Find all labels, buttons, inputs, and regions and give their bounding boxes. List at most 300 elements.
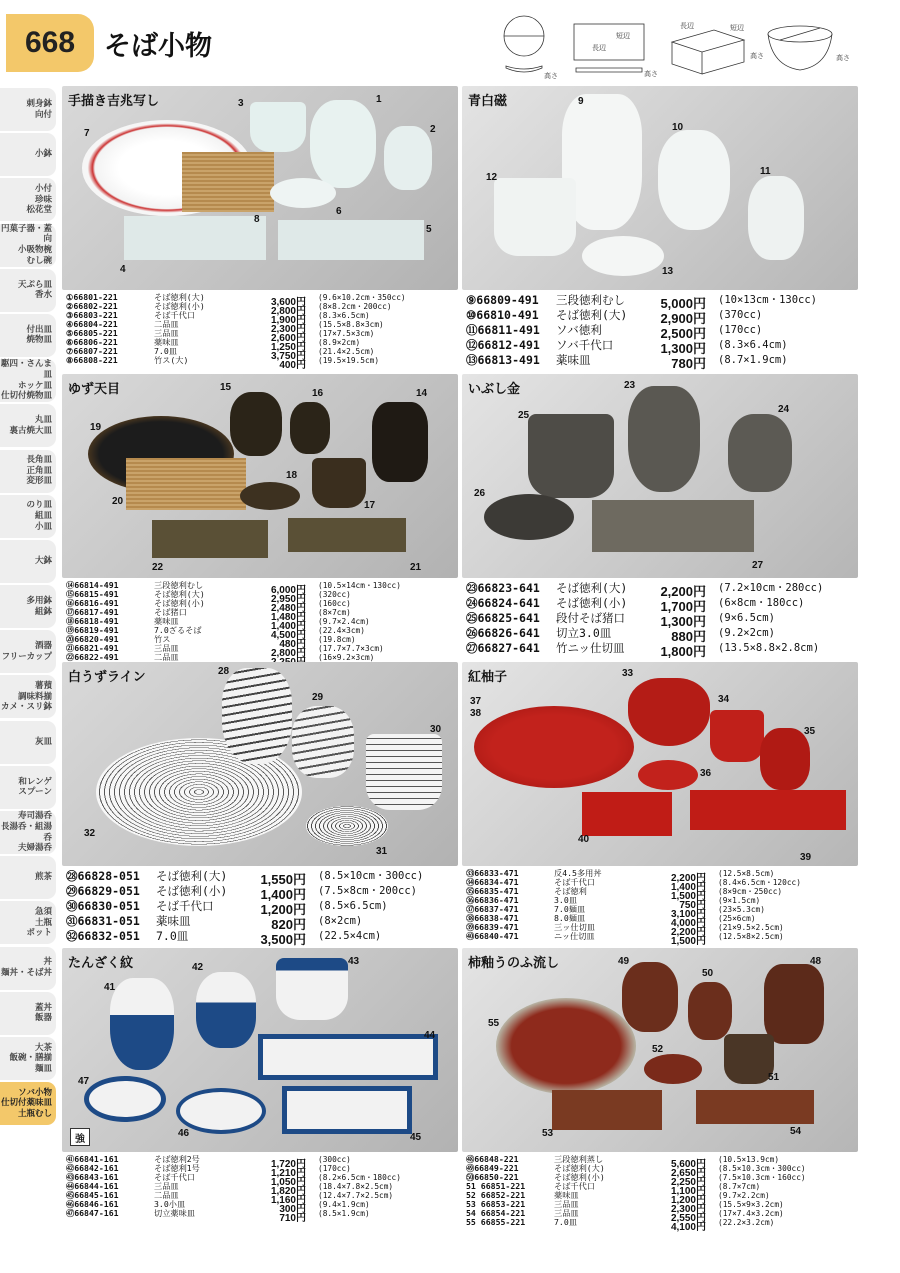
callout-number: 21 [410,562,422,573]
item-code: ㉙66829-051 [66,884,140,898]
sidebar-item-5[interactable]: 付出皿 焼物皿 [0,314,56,357]
item-code: ㊷66842-161 [66,1163,119,1173]
item-name: 三段徳利むし [154,580,204,590]
callout-number: 39 [800,852,812,863]
item-name: 7.0ざるそば [154,625,202,635]
item-price: 1,400円 [270,621,306,632]
item-code: ㊽66848-221 [466,1154,519,1164]
section-title: 青白磁 [468,94,508,109]
item-name: 3.0小皿 [154,1199,186,1209]
item-price: 3,750円 [270,351,306,362]
item-size: (23×5.3cm) [718,905,765,914]
divided-dish-image [592,500,754,552]
callout-number: 8 [254,214,260,225]
item-size: (160cc) [318,599,351,608]
item-code: ㉘66828-051 [66,869,140,883]
item-name: 竹ス [154,634,171,644]
item-code: ⑦66807-221 [66,346,118,356]
item-size: (8.2×6.5cm・180cc) [318,1173,401,1182]
sidebar-item-15[interactable]: 和レンゲ スプーン [0,766,56,809]
callout-number: 10 [672,122,684,133]
item-name: 7.0皿 [156,929,189,943]
item-size: (7.5×10.3cm・160cc) [718,1173,806,1182]
item-price: 1,400円 [260,887,306,902]
table-row [66,899,456,917]
item-name: 三品皿 [154,643,179,653]
item-size: (19.8cm) [318,635,356,644]
item-size: (12.5×8×2.5cm) [718,932,784,941]
table-row [66,929,456,947]
condiment-dish-image [582,236,664,276]
item-price: 5,600円 [670,1159,706,1170]
table-row [66,653,456,662]
callout-number: 16 [312,388,324,399]
item-price: 2,800円 [270,306,306,317]
divided-dish-image [552,1090,662,1130]
condiment-dish-image [306,806,388,846]
item-name: 8.0麺皿 [554,913,586,923]
tokkuri-image [310,100,376,188]
callout-number: 22 [152,562,164,573]
section-title: 白うずライン [68,670,146,685]
item-size: (22.4×3cm) [318,626,365,635]
callout-number: 42 [192,962,204,973]
section-title: いぶし金 [468,382,521,397]
section-title: 手描き吉兆写し [68,94,160,109]
item-size: (9.4×1.9cm) [318,1200,370,1209]
item-size: (8.7×1.9cm) [718,354,788,366]
table-row [466,293,856,311]
item-price: 1,900円 [270,315,306,326]
item-size: (22.2×3.2cm) [718,1218,775,1227]
item-code: ㊳66838-471 [466,913,519,923]
item-code: ㊻66846-161 [66,1199,119,1209]
condiment-dish-image [270,178,336,208]
item-code: ㉔66824-641 [466,596,540,610]
table-row [66,1208,456,1224]
item-name: 反4.5多用丼 [554,868,602,878]
sidebar-item-17[interactable]: 煎茶 [0,856,56,899]
item-code: ⑪66811-491 [466,323,540,337]
item-code: ㉛66831-051 [66,914,140,928]
callout-number: 29 [312,692,324,703]
item-name: そば徳利2号 [154,1154,200,1164]
item-size: (10.5×14cm・130cc) [318,581,401,590]
item-name: ソバ千代口 [556,338,614,352]
sidebar-item-11[interactable]: 多用鉢 組鉢 [0,585,56,628]
item-size: (8×9cm・250cc) [718,887,783,896]
price-table-6 [466,868,856,947]
item-code: ⑲66819-491 [66,625,119,635]
section-photo-6 [462,662,858,866]
item-code: ⑯66816-491 [66,598,119,608]
callout-number: 46 [178,1128,190,1139]
callout-number: 1 [376,94,382,105]
callout-number: 44 [424,1030,436,1041]
price-table-2 [466,293,856,371]
divided-dish-image [288,518,406,552]
sidebar-item-2[interactable]: 小付 珍味 松花堂 [0,178,56,221]
item-name: 三品皿 [554,1199,579,1209]
sidebar-item-8[interactable]: 長角皿 正角皿 変形皿 [0,450,56,493]
sidebar-item-21[interactable]: 大茶 飯碗・膳揃 麺皿 [0,1037,56,1080]
callout-number: 5 [426,224,432,235]
small-tokkuri-image [728,414,792,492]
price-table-3 [66,581,456,662]
section-photo-2 [462,86,858,290]
item-price: 2,300円 [670,1204,706,1215]
item-size: (16×9.2×3cm) [318,653,375,662]
small-tokkuri-image [196,972,256,1048]
item-price: 1,480円 [270,612,306,623]
item-price: 1,550円 [260,872,306,887]
callout-number: 14 [416,388,428,399]
item-size: (8.3×6.5cm) [318,311,370,320]
item-name: 竹ス(大) [154,355,189,365]
price-table-8 [466,1154,856,1233]
section-photo-5 [62,662,458,866]
item-code: ②66802-221 [66,301,118,311]
sidebar-item-19[interactable]: 丼 麺丼・そば丼 [0,947,56,990]
dim-label-short2: 短辺 [730,24,744,32]
item-name: そば徳利(小) [554,1172,605,1182]
choko-image [494,178,576,256]
item-price: 1,720円 [270,1159,306,1170]
item-size: (8.5×6.5cm) [318,900,388,912]
item-size: (10.5×13.9cm) [718,1155,780,1164]
table-row [466,931,856,947]
table-row [66,914,456,932]
item-code: ㉝66833-471 [466,868,519,878]
item-price: 1,160円 [270,1195,306,1206]
condiment-dish-image [484,494,574,540]
item-size: (8×8.2cm・200cc) [318,302,392,311]
callout-number: 2 [430,124,436,135]
callout-number: 41 [104,982,116,993]
item-name: そば徳利(小) [154,301,205,311]
item-code: ⑩66810-491 [466,308,539,322]
box-diagram-icon [672,30,744,74]
item-name: 三品皿 [154,1181,179,1191]
item-size: (15.5×9×3.2cm) [718,1200,784,1209]
item-name: そば猪口 [154,607,187,617]
section-photo-7 [62,948,458,1152]
item-code: ㉖66826-641 [466,626,540,640]
table-row [466,353,856,371]
item-size: (10×13cm・130cc) [718,294,818,306]
item-size: (170cc) [318,1164,351,1173]
item-price: 820円 [271,917,306,932]
section-title: 紅柚子 [468,670,508,685]
callout-number: 43 [348,956,360,967]
item-size: (9.7×2.4cm) [318,617,370,626]
item-name: そば徳利(大) [154,292,205,302]
item-size: (19.5×19.5cm) [318,356,380,365]
small-tokkuri-image [688,982,732,1040]
item-size: (17.7×7.7×3cm) [318,644,384,653]
tokkuri-image [110,978,174,1070]
callout-number: 54 [790,1126,802,1137]
item-price: 880円 [671,629,706,644]
divided-dish-image [258,1034,438,1080]
condiment-dish-image [638,760,698,790]
section-title: 柿釉うのふ流し [468,956,560,971]
item-code: 51 66851-221 [466,1181,526,1191]
item-name: 三段徳利むし [556,293,625,307]
choko-image [724,1034,774,1084]
item-code: ㉒66822-491 [66,652,119,662]
callout-number: 51 [768,1072,780,1083]
sidebar-item-12[interactable]: 酒器 フリーカップ [0,630,56,673]
item-price: 2,300円 [270,324,306,335]
item-price: 1,050円 [270,1177,306,1188]
item-code: ⑰66817-491 [66,607,119,617]
tokkuri-image [222,668,292,764]
callout-number: 25 [518,410,530,421]
condiment-dish-image [644,1054,702,1084]
item-size: (18.4×7.8×2.5cm) [318,1182,394,1191]
item-size: (12.5×8.5cm) [718,869,775,878]
sidebar-item-3[interactable]: 円菓子器・蓋向 小吸物椀 むし碗 [0,224,56,267]
sidebar-item-0[interactable]: 刺身鉢 向付 [0,88,56,131]
item-code: ④66804-221 [66,319,118,329]
item-name: そば徳利(大) [554,1163,605,1173]
item-name: 切立3.0皿 [556,626,612,640]
price-table-4 [466,581,856,659]
item-name: ニッ仕切皿 [554,931,595,941]
item-code: ㊶66841-161 [66,1154,119,1164]
choko-image [528,414,614,498]
sidebar-item-4[interactable]: 天ぷら皿 香水 [0,269,56,312]
condiment-dish-image [240,482,300,510]
tokkuri-image [622,962,678,1032]
round-plate-diagram-icon [504,16,544,72]
divided-dish-image [696,1090,814,1124]
sidebar-item-1[interactable]: 小鉢 [0,133,56,176]
item-size: (8.5×10.3cm・300cc) [718,1164,806,1173]
item-price: 2,500円 [660,326,706,341]
choko-image [710,710,764,762]
callout-number: 33 [622,668,634,679]
item-name: 三段徳利蒸し [554,1154,604,1164]
item-name: 薬味皿 [554,1190,579,1200]
table-row [466,641,856,659]
callout-number: 36 [700,768,712,779]
item-code: ㊿66850-221 [466,1172,519,1182]
item-name: 7.0麺皿 [554,904,586,914]
condiment-dish-image [176,1088,266,1134]
item-price: 6,000円 [270,585,306,596]
small-tokkuri-image [748,176,804,260]
item-name: 三品皿 [554,1208,579,1218]
item-name: ソバ徳利 [556,323,602,337]
item-code: ⑨66809-491 [466,293,539,307]
item-price: 1,700円 [660,599,706,614]
item-price: 1,820円 [270,1186,306,1197]
item-price: 1,500円 [670,891,706,902]
dim-label-height4: 高さ [836,54,850,62]
item-size: (170cc) [718,324,763,336]
item-price: 2,550円 [670,1213,706,1224]
sidebar-item-22[interactable]: ソバ小物 仕切付薬味皿 土瓶むし [0,1082,56,1125]
item-name: そば徳利(大) [556,581,628,595]
item-code: ⑧66808-221 [66,355,118,365]
category-sidebar [0,88,56,1268]
tokkuri-image [760,728,810,790]
item-code: ㊵66840-471 [466,931,519,941]
item-price: 2,650円 [670,1168,706,1179]
item-price: 2,250円 [670,1177,706,1188]
sidebar-item-10[interactable]: 大鉢 [0,540,56,583]
sidebar-item-20[interactable]: 蓋丼 飯器 [0,992,56,1035]
sidebar-item-18[interactable]: 急須 土瓶 ポット [0,901,56,944]
rect-plate-diagram-icon [574,24,644,72]
item-name: そば千代口 [154,310,195,320]
item-price: 300円 [279,1204,306,1215]
sidebar-item-16[interactable]: 寿司湯呑 長湯呑・組湯呑 夫婦湯呑 [0,811,56,854]
item-price: 2,200円 [660,584,706,599]
callout-number: 26 [474,488,486,499]
item-size: (17×7.4×3.2cm) [718,1209,784,1218]
item-name: 切立薬味皿 [154,1208,195,1218]
callout-number: 55 [488,1018,500,1029]
plate-image [496,998,636,1094]
item-price: 3,500円 [260,932,306,947]
item-size: (25×6cm) [718,914,756,923]
item-price: 4,100円 [670,1222,706,1233]
item-size: (8.3×6.4cm) [718,339,788,351]
table-row [466,596,856,614]
item-price: 2,200円 [670,927,706,938]
sidebar-item-9[interactable]: のり皿 組皿 小皿 [0,495,56,538]
small-tokkuri-image [292,706,354,778]
divided-dish-image [282,1086,412,1134]
item-name: 薬味皿 [556,353,591,367]
item-name: そば千代口 [554,877,595,887]
divided-dish-image [690,790,846,830]
item-name: 3.0皿 [554,895,577,905]
dim-label-long2: 長辺 [680,22,694,30]
item-name: そば徳利(大) [156,869,228,883]
item-price: 1,100円 [670,1186,706,1197]
item-price: 780円 [671,356,706,371]
price-table-7 [66,1154,456,1224]
callout-number: 45 [410,1132,422,1143]
sidebar-item-7[interactable]: 丸皿 裏古焼大皿 [0,404,56,447]
callout-number: 31 [376,846,388,857]
item-price: 1,400円 [670,882,706,893]
item-name: 薬味皿 [154,337,179,347]
item-price: 4,500円 [270,630,306,641]
callout-number: 12 [486,172,498,183]
item-price: 1,300円 [660,341,706,356]
bowl-image [628,678,710,746]
bowl-diagram-icon [768,26,832,70]
item-code: ㊾66849-221 [466,1163,519,1173]
item-size: (21.4×2.5cm) [318,347,375,356]
callout-number: 32 [84,828,96,839]
item-code: ㊱66836-471 [466,895,519,905]
callout-number: 6 [336,206,342,217]
table-row [466,308,856,326]
item-name: 二品皿 [154,1190,179,1200]
item-name: そば千代口 [554,1181,595,1191]
item-name: 薬味皿 [154,616,179,626]
section-photo-1 [62,86,458,290]
item-name: そば千代口 [154,1172,195,1182]
item-code: ⑳66820-491 [66,634,119,644]
item-price: 1,500円 [670,936,706,947]
item-code: ㊸66843-161 [66,1172,119,1182]
item-size: (12.4×7.7×2.5cm) [318,1191,394,1200]
item-price: 5,000円 [660,296,706,311]
item-price: 1,200円 [670,1195,706,1206]
item-name: 三ッ仕切皿 [554,922,595,932]
callout-number: 11 [760,166,771,177]
item-code: ㊲66837-471 [466,904,519,914]
callout-number: 40 [578,834,590,845]
item-size: (22.5×4cm) [318,930,382,942]
dim-label-long: 長辺 [592,44,606,52]
callout-number: 23 [624,380,636,391]
callout-number: 17 [364,500,376,511]
item-price: 2,900円 [660,311,706,326]
condiment-dish-image [84,1076,166,1122]
item-name: 7.0皿 [154,346,177,356]
item-size: (8×7cm) [318,608,351,617]
sidebar-item-6[interactable]: 駆四・さんま皿 ホッケ皿 仕切付焼物皿 [0,359,56,402]
item-code: ㉕66825-641 [466,611,540,625]
item-code: ③66803-221 [66,310,118,320]
bowl-image [474,706,634,788]
item-size: (8.5×10cm・300cc) [318,870,424,882]
item-code: ㉟66835-471 [466,886,519,896]
item-price: 710円 [279,1213,306,1224]
sidebar-item-13[interactable]: 薯蕷 調味料揃 カメ・スリ鉢 [0,675,56,718]
dim-label-height2: 高さ [644,70,658,78]
item-price: 2,600円 [270,333,306,344]
item-code: ㉚66830-051 [66,899,140,913]
table-row [466,611,856,629]
callout-number: 28 [218,666,230,677]
table-row [66,869,456,887]
callout-number: 30 [430,724,442,735]
section-photo-4 [462,374,858,578]
sidebar-item-14[interactable]: 灰皿 [0,721,56,764]
item-size: (6×8cm・180cc) [718,597,805,609]
item-size: (8.9×2cm) [318,338,361,347]
item-code: 54 66854-221 [466,1208,526,1218]
item-size: (8.4×6.5cm・120cc) [718,878,801,887]
item-size: (13.5×8.8×2.8cm) [718,642,820,654]
item-code: ⑱66818-491 [66,616,119,626]
item-size: (8×2cm) [318,915,363,927]
item-code: ㊺66845-161 [66,1190,119,1200]
table-row [466,626,856,644]
item-price: 750円 [679,900,706,911]
steamer-image [372,402,428,482]
price-table-5 [66,869,456,947]
callout-number: 20 [112,496,124,507]
sudare-mat-image [126,458,246,510]
item-price: 1,210円 [270,1168,306,1179]
strength-badge: 強 [70,1128,90,1146]
item-size: (17×7.5×3cm) [318,329,375,338]
item-price: 1,300円 [660,614,706,629]
callout-number: 19 [90,422,102,433]
sudare-mat-image [182,152,274,212]
item-price: 4,000円 [670,918,706,929]
